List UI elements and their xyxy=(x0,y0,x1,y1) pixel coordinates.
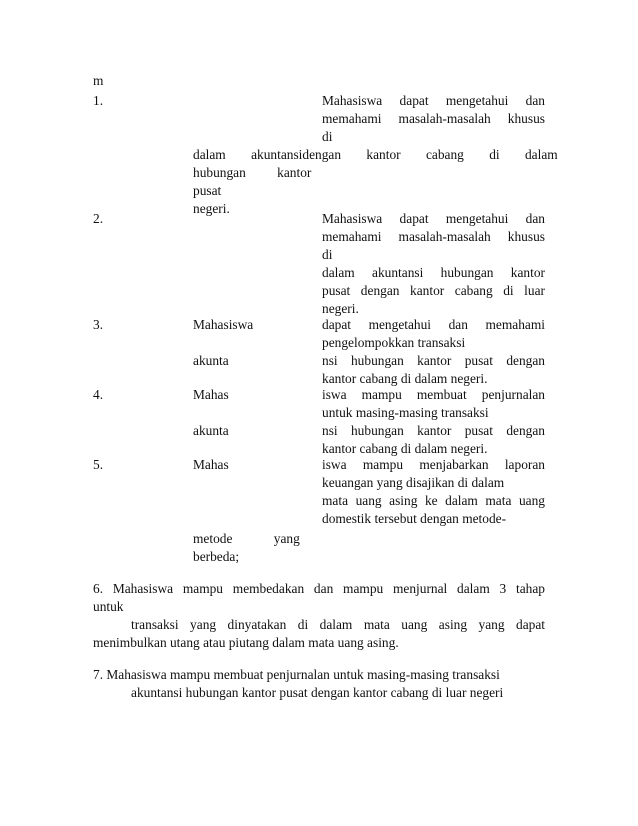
item-5-number: 5. xyxy=(93,457,104,472)
item-4-right-line-1: iswa mampu membuat penjurnalan xyxy=(322,387,545,402)
item-5-right-line-2: keuangan yang disajikan di dalam xyxy=(322,475,505,490)
para-7-line-2: akuntansi hubungan kantor pusat dengan kantor cabang di luar negeri xyxy=(131,685,504,700)
header-fragment-m: m xyxy=(93,73,104,88)
item-4-mid-line-2: akunta xyxy=(193,423,229,438)
item-3-right-line-2: pengelompokkan transaksi xyxy=(322,335,466,350)
para-7-line-1: 7. Mahasiswa mampu membuat penjurnalan untuk masing-masing transaksi xyxy=(93,667,500,682)
item-3-right-line-1: dapat mengetahui dan memahami xyxy=(322,317,545,332)
item-5-right-line-1: iswa mampu menjabarkan laporan xyxy=(322,457,545,472)
item-2-right-line-5: pusat dengan kantor cabang di luar xyxy=(322,283,545,298)
item-5-mid-line-3: berbeda; xyxy=(193,549,240,564)
item-2-right-line-2: memahami masalah-masalah khusus xyxy=(322,229,545,244)
item-1-mid-line-2: hubungan kantor xyxy=(193,165,312,180)
item-3-right-line-3: nsi hubungan kantor pusat dengan xyxy=(322,353,545,368)
item-1-mid-line-1: dalam akuntansidengan kantor cabang di dalam xyxy=(193,147,558,162)
item-2-right-line-1: Mahasiswa dapat mengetahui dan xyxy=(322,211,545,226)
para-6-line-1: 6. Mahasiswa mampu membedakan dan mampu menjurnal dalam 3 tahap xyxy=(93,581,545,596)
item-3-number: 3. xyxy=(93,317,104,332)
item-3-mid-line-2: akunta xyxy=(193,353,229,368)
para-6-line-3: transaksi yang dinyatakan di dalam mata uang asing yang dapat xyxy=(131,617,545,632)
item-1-right-line-2: memahami masalah-masalah khusus xyxy=(322,111,545,126)
item-1-right-line-1: Mahasiswa dapat mengetahui dan xyxy=(322,93,545,108)
item-4-right-line-2: untuk masing-masing transaksi xyxy=(322,405,489,420)
item-5-mid-line-2: metode yang xyxy=(193,531,300,546)
item-1-mid-line-3: pusat xyxy=(193,183,222,198)
item-3-mid-line-1: Mahasiswa xyxy=(193,317,254,332)
item-4-number: 4. xyxy=(93,387,104,402)
item-2-right-line-6: negeri. xyxy=(322,301,359,316)
item-2-right-line-4: dalam akuntansi hubungan kantor xyxy=(322,265,545,280)
para-6-line-2: untuk xyxy=(93,599,124,614)
item-2-number: 2. xyxy=(93,211,104,226)
item-1-number: 1. xyxy=(93,93,104,108)
item-1-mid-line-4: negeri. xyxy=(193,201,230,216)
item-5-mid-line-1: Mahas xyxy=(193,457,229,472)
item-5-right-line-4: domestik tersebut dengan metode- xyxy=(322,511,507,526)
item-3-right-line-4: kantor cabang di dalam negeri. xyxy=(322,371,488,386)
item-2-right-line-3: di xyxy=(322,247,333,262)
item-1-right-line-3: di xyxy=(322,129,333,144)
item-4-mid-line-1: Mahas xyxy=(193,387,229,402)
item-4-right-line-4: kantor cabang di dalam negeri. xyxy=(322,441,488,456)
item-5-right-line-3: mata uang asing ke dalam mata uang xyxy=(322,493,545,508)
para-6-line-4: menimbulkan utang atau piutang dalam mata uang asing. xyxy=(93,635,399,650)
item-4-right-line-3: nsi hubungan kantor pusat dengan xyxy=(322,423,545,438)
